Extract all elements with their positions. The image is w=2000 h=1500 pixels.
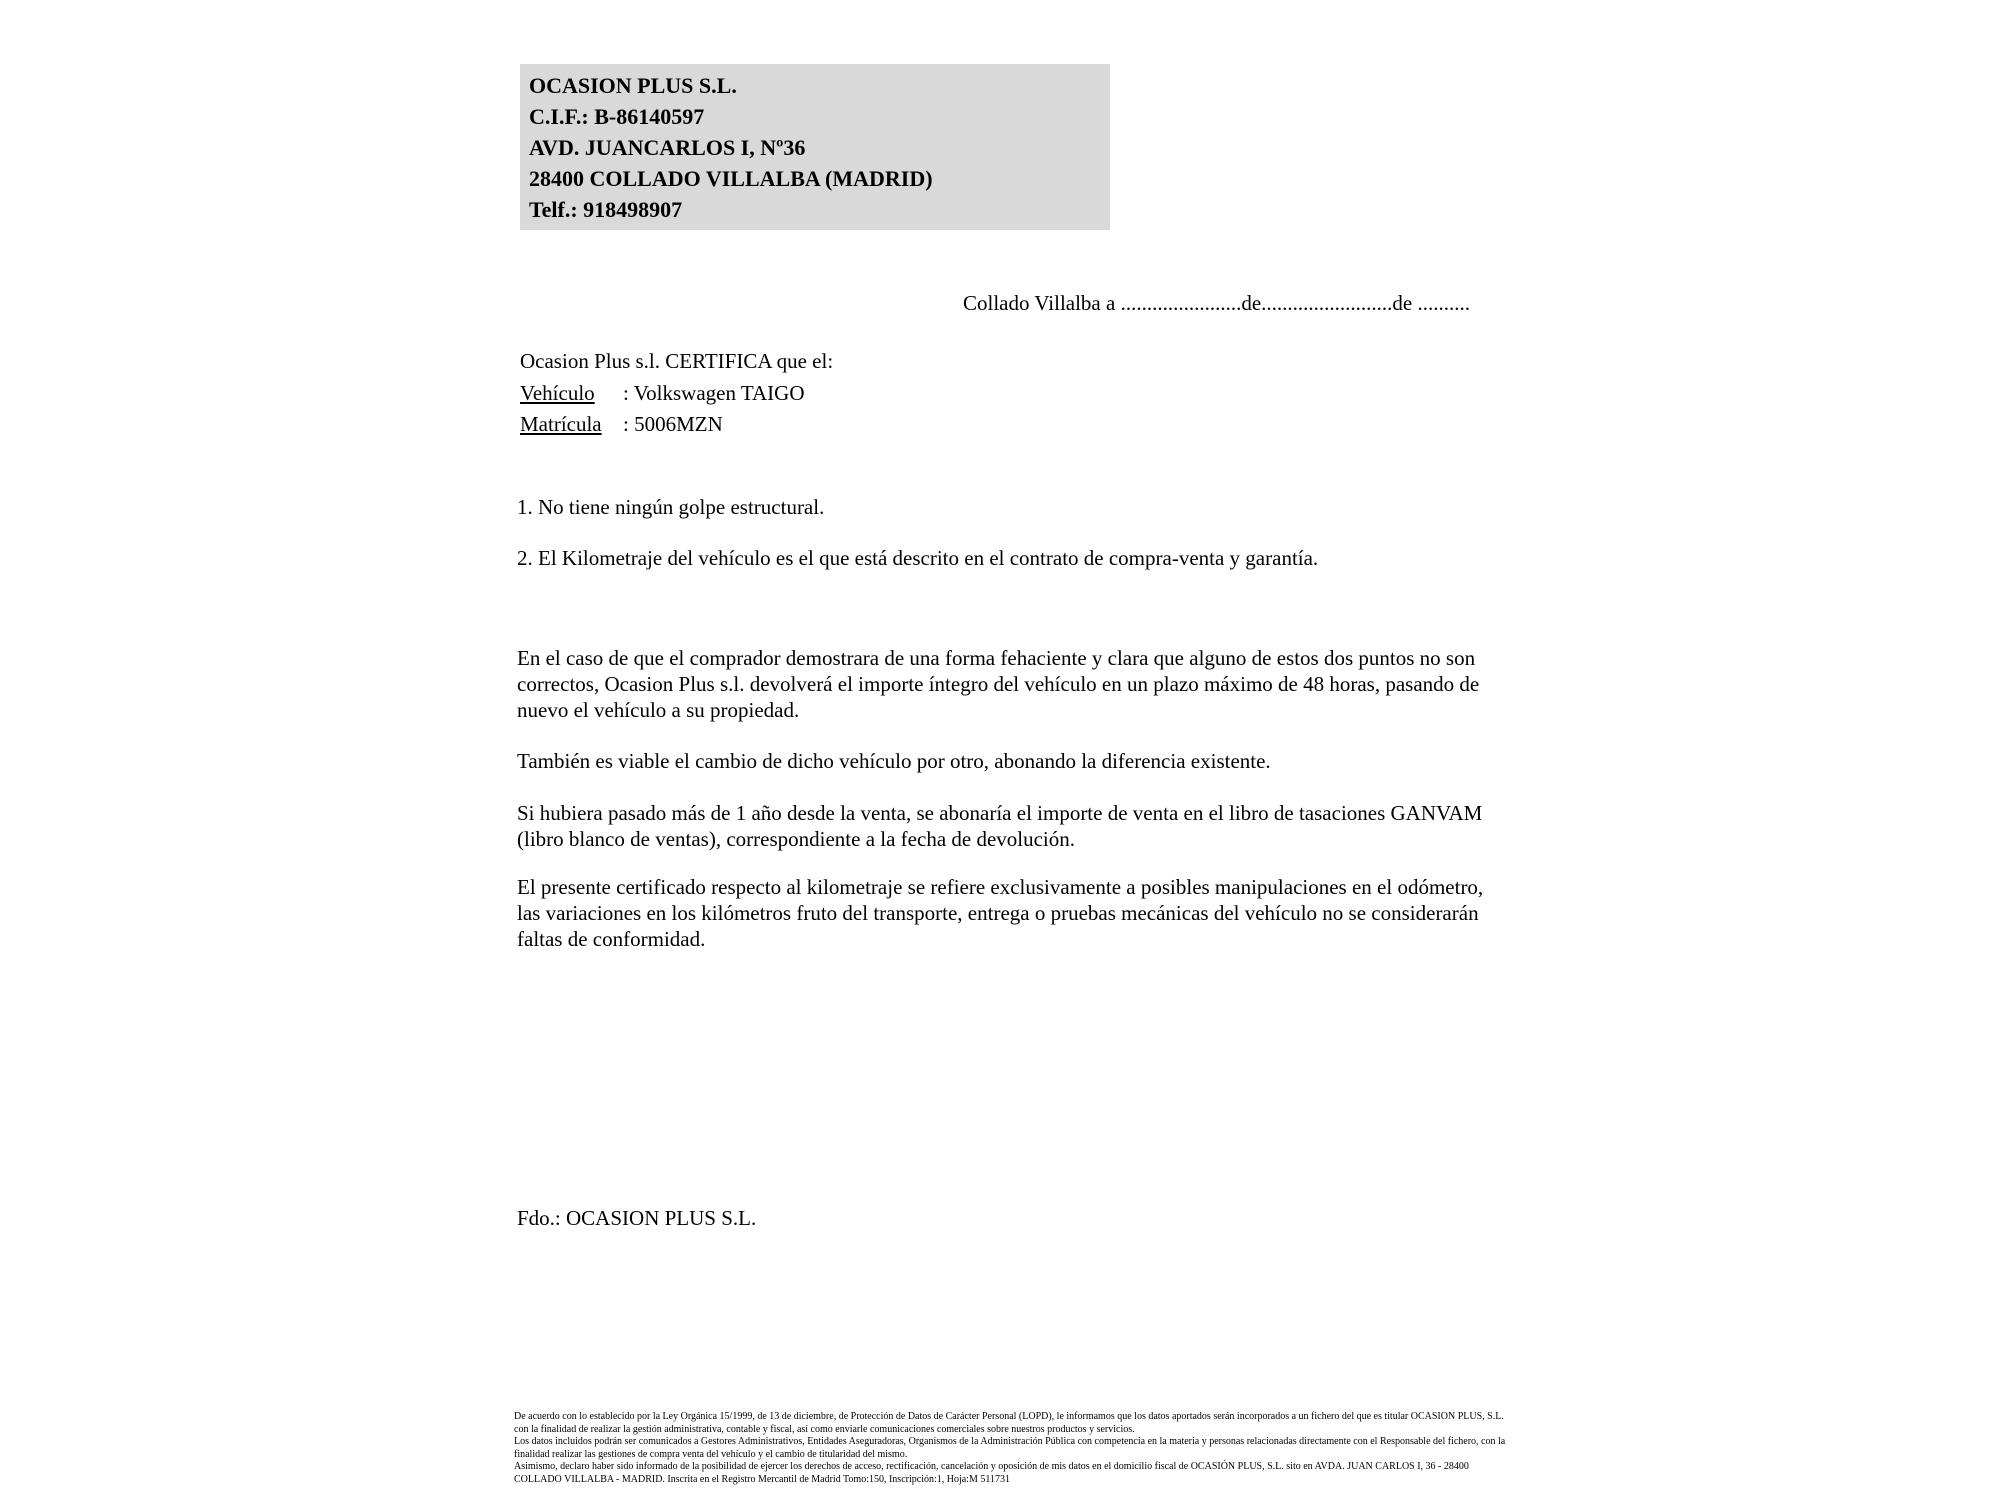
signature-line: Fdo.: OCASION PLUS S.L. bbox=[517, 1206, 757, 1230]
company-header-box bbox=[520, 64, 1110, 230]
company-cif: C.I.F.: B-86140597 bbox=[529, 104, 705, 129]
company-city: 28400 COLLADO VILLALBA (MADRID) bbox=[529, 166, 933, 191]
vehicle-label: Vehículo bbox=[520, 381, 595, 405]
legal-paragraph-lopd: De acuerdo con lo establecido por la Ley Orgánica 15/1999, de 13 de diciembre, de Protección de Datos de Carácter Personal (LOPD), le informamos que los datos aportados serán incorporados a un fichero del que es titular OCASION PLUS, S.L. con la finalidad de realizar la gestión administrativa, contable y fiscal, así como enviarle comunicaciones comerciales sobre nuestros productos y servicios. bbox=[514, 1411, 1504, 1435]
point-structural: 1. No tiene ningún golpe estructural. bbox=[517, 495, 825, 519]
plate-label: Matrícula bbox=[520, 412, 602, 436]
point-mileage: 2. El Kilometraje del vehículo es el que está descrito en el contrato de compra-venta y garantía. bbox=[517, 546, 1319, 570]
date-line: Collado Villalba a .......................de.........................de .......... bbox=[963, 291, 1470, 315]
legal-paragraph-data-sharing: Los datos incluidos podrán ser comunicados a Gestores Administrativos, Entidades Aseguradoras, Organismos de la Administración Pública con competencia en la materia y personas relacionadas directamente con el Responsable del fichero, con la finalidad realizar las gestiones de compra venta del vehículo y el cambio de titularidad del mismo. bbox=[514, 1436, 1506, 1460]
vehicle-value: : Volkswagen TAIGO bbox=[623, 381, 805, 405]
legal-notice bbox=[514, 1411, 1506, 1487]
company-name: OCASION PLUS S.L. bbox=[529, 73, 737, 98]
paragraph-exchange: También es viable el cambio de dicho vehículo por otro, abonando la diferencia existente. bbox=[517, 749, 1271, 773]
paragraph-refund: En el caso de que el comprador demostrara de una forma fehaciente y clara que alguno de estos dos puntos no son correctos, Ocasion Plus s.l. devolverá el importe íntegro del vehículo en un plazo máximo de 48 horas, pasando de nuevo el vehículo a su propiedad. bbox=[517, 646, 1480, 722]
paragraph-ganvam: Si hubiera pasado más de 1 año desde la venta, se abonaría el importe de venta en el libro de tasaciones GANVAM (libro blanco de ventas), correspondiente a la fecha de devolución. bbox=[517, 801, 1483, 851]
plate-row bbox=[520, 412, 723, 437]
plate-value: : 5006MZN bbox=[623, 412, 723, 436]
company-address: AVD. JUANCARLOS I, Nº36 bbox=[529, 135, 806, 160]
vehicle-row bbox=[520, 381, 804, 406]
certifica-intro: Ocasion Plus s.l. CERTIFICA que el: bbox=[520, 349, 834, 373]
legal-paragraph-rights: Asimismo, declaro haber sido informado de la posibilidad de ejercer los derechos de acceso, rectificación, cancelación y oposición de mis datos en el domicilio fiscal de OCASIÓN PLUS, S.L. sito en AVDA. JUAN CARLOS I, 36 - 28400 COLLADO VILLALBA - MADRID. Inscrita en el Registro Mercantil de Madrid Tomo:150, Inscripción:1, Hoja:M 511731 bbox=[514, 1461, 1469, 1485]
company-phone: Telf.: 918498907 bbox=[529, 197, 683, 222]
paragraph-odometer: El presente certificado respecto al kilometraje se refiere exclusivamente a posibles manipulaciones en el odómetro, las variaciones en los kilómetros fruto del transporte, entrega o pruebas mecánicas del vehículo no se considerarán faltas de conformidad. bbox=[517, 875, 1484, 951]
